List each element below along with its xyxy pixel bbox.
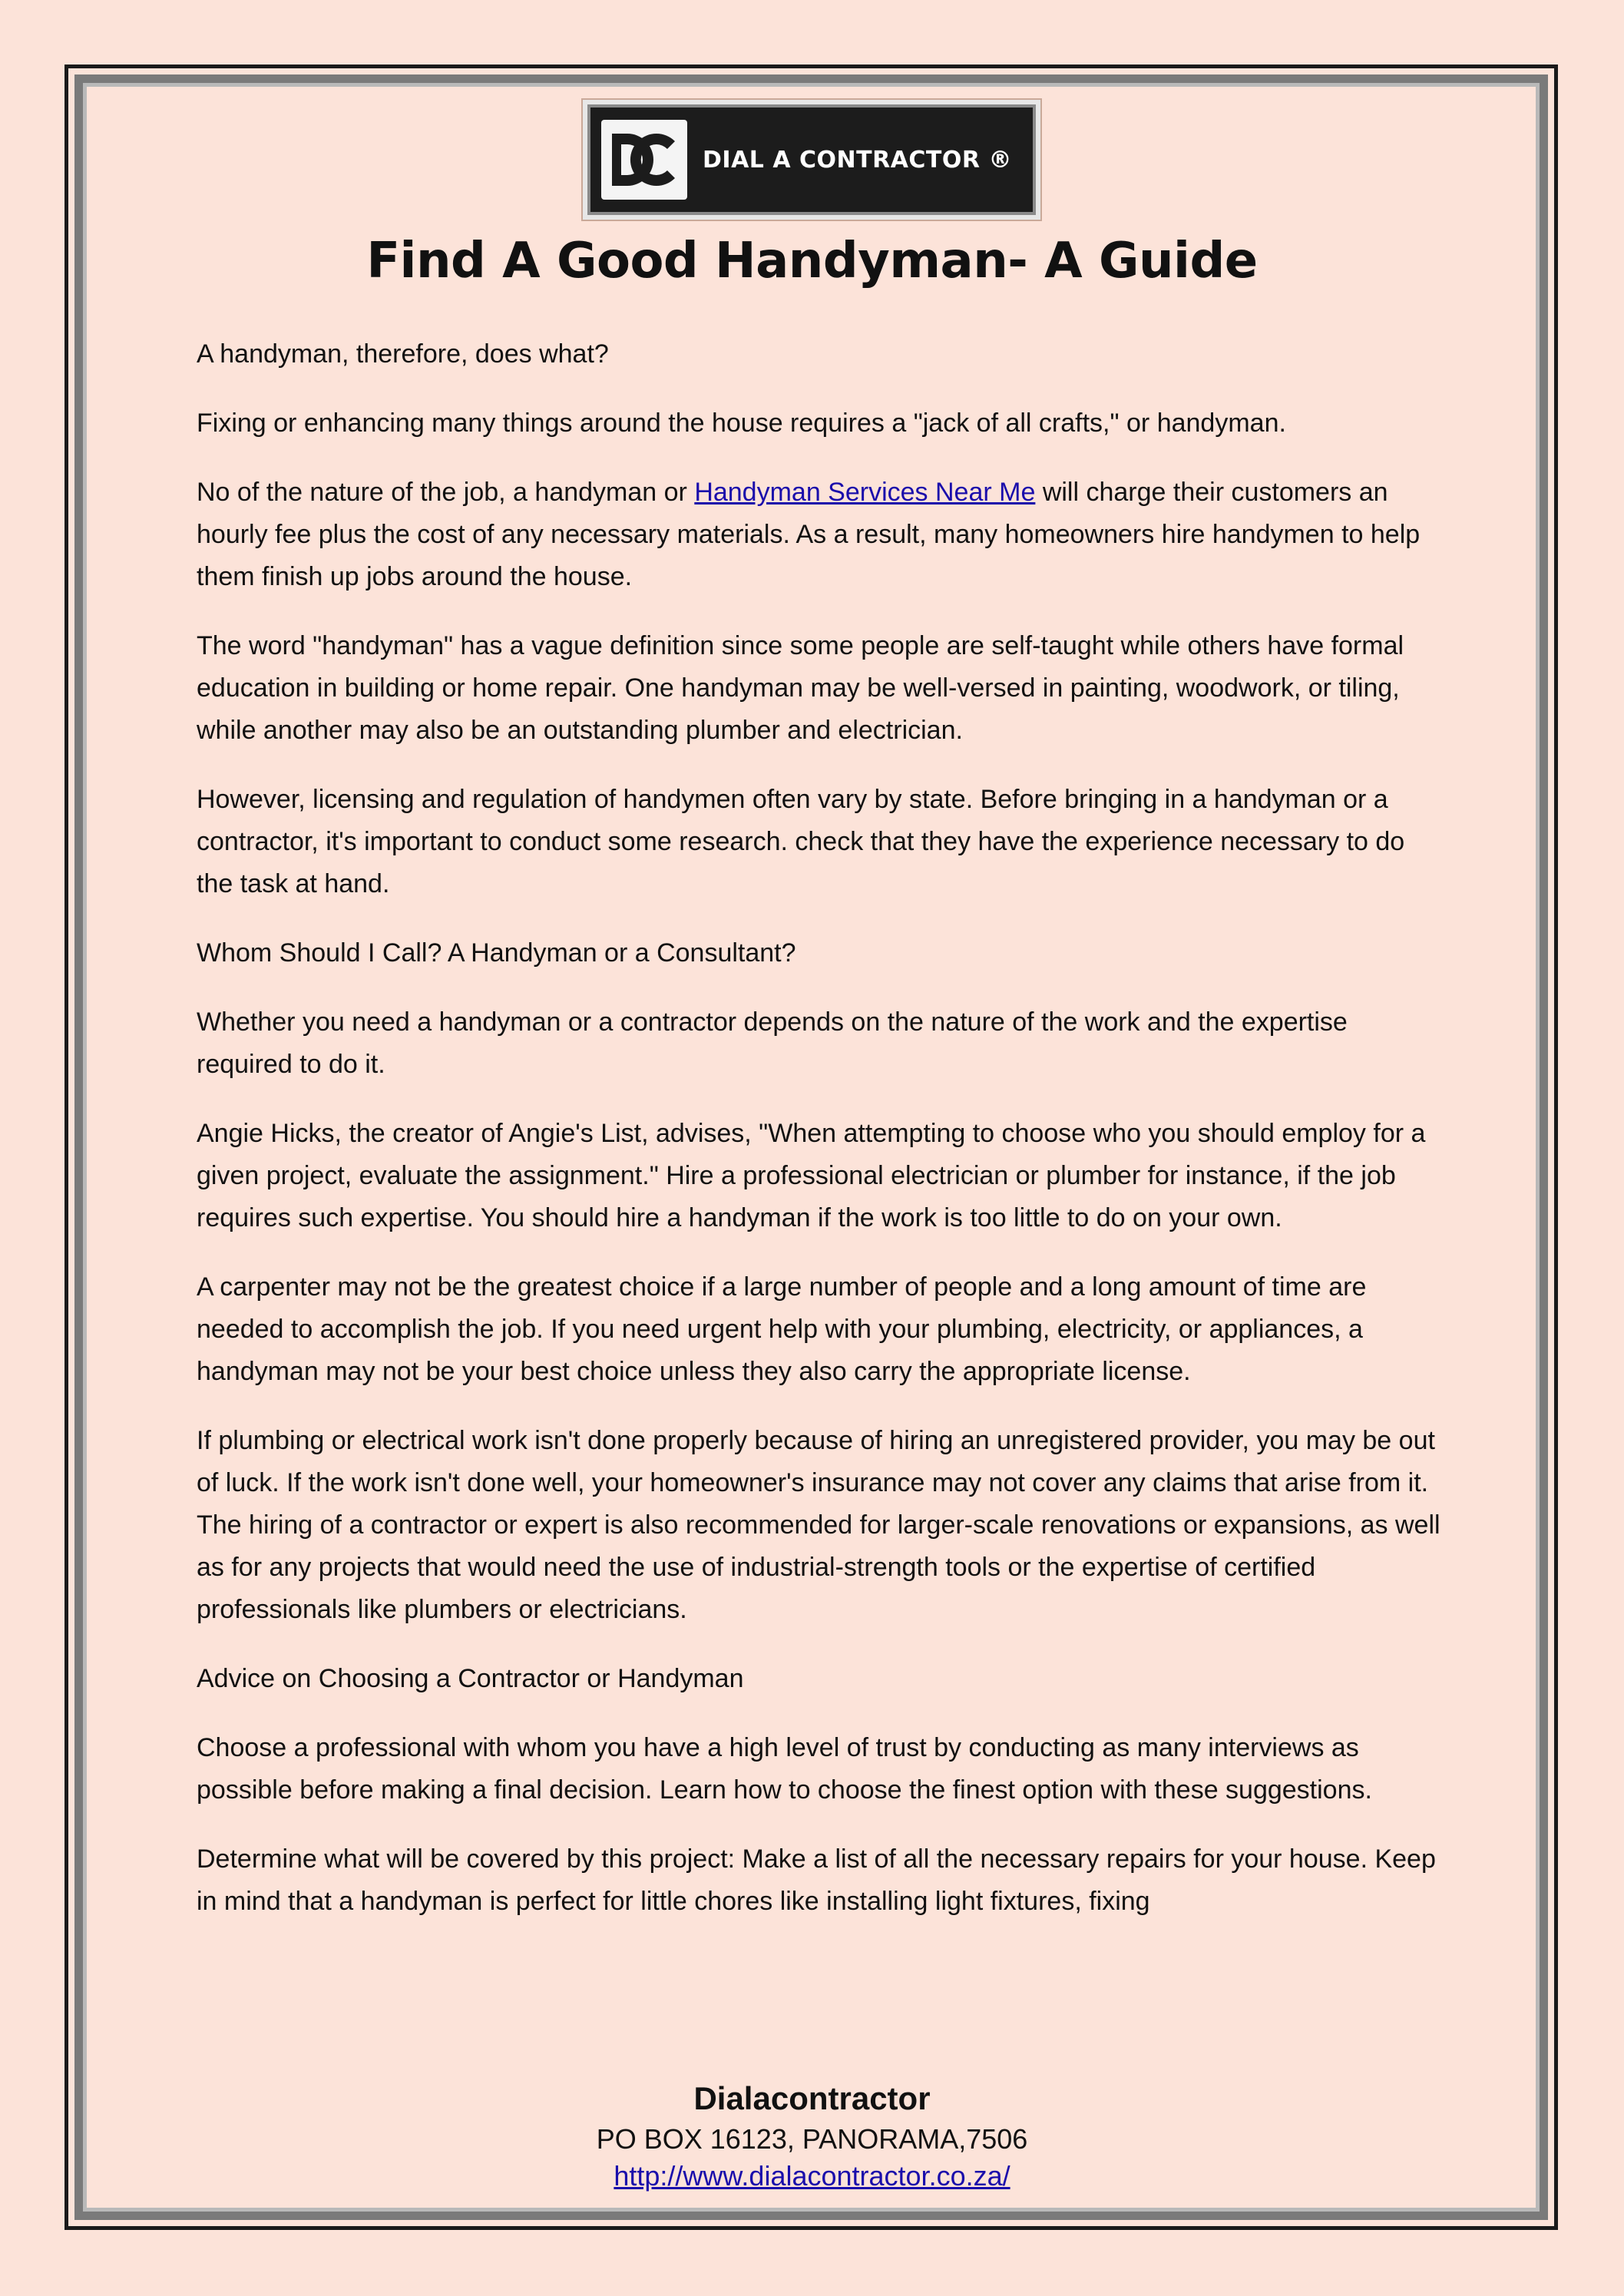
dc-monogram-icon [607, 129, 681, 190]
paragraph [197, 471, 1440, 598]
article-body [197, 333, 1440, 1950]
logo-panel [587, 104, 1036, 215]
paragraph: Angie Hicks, the creator of Angie's List, advises, "When attempting to choose who you should employ for a given project, evaluate the assignment." Hire a professional electrician or plumber for instance, if the job requires such expertise. You should hire a handyman if the work is too little to do on your own. [197, 1119, 1426, 1232]
page-title: Find A Good Handyman- A Guide [366, 233, 1258, 289]
paragraph-text: No of the nature of the job, a handyman or [197, 478, 695, 507]
company-logo [581, 98, 1042, 221]
paragraph: Determine what will be covered by this project: Make a list of all the necessary repairs for your house. Keep in mind that a handyman is perfect for little chores like installing light fixtures, fixing [197, 1844, 1436, 1916]
paragraph: Choose a professional with whom you have a high level of trust by conducting as many interviews as possible before making a final decision. Learn how to choose the finest option with these suggestions. [197, 1733, 1372, 1805]
paragraph-text: will charge their customers an hourly fee plus the cost of any necessary materials. As a result, many homeowners hire handymen to help them finish up jobs around the house. [197, 478, 1421, 591]
paragraph: Fixing or enhancing many things around the house requires a "jack of all crafts," or handyman. [197, 409, 1286, 438]
footer [0, 2077, 1624, 2194]
footer-address: PO BOX 16123, PANORAMA,7506 [596, 2123, 1028, 2155]
section-heading: Whom Should I Call? A Handyman or a Consultant? [197, 938, 796, 968]
logo-mark-icon [601, 120, 687, 200]
section-heading: Advice on Choosing a Contractor or Handyman [197, 1664, 744, 1693]
paragraph: However, licensing and regulation of handymen often vary by state. Before bringing in a handyman or a contractor, it's important to conduct some research. check that they have the experience necessary to do the task at hand. [197, 785, 1405, 898]
paragraph: If plumbing or electrical work isn't done properly because of hiring an unregistered provider, you may be out of luck. If the work isn't done well, your homeowner's insurance may not cover any claims that arise from it. The hiring of a contractor or expert is also recommended for larger-scale renovations or expansions, as well as for any projects that would need the use of industrial-strength tools or the expertise of certified professionals like plumbers or electricians. [197, 1426, 1440, 1624]
paragraph: A handyman, therefore, does what? [197, 339, 609, 369]
paragraph: A carpenter may not be the greatest choice if a large number of people and a long amount of time are needed to accomplish the job. If you need urgent help with your plumbing, electricity, or appliances, a handyman may not be your best choice unless they also carry the appropriate license. [197, 1272, 1367, 1386]
paragraph: The word "handyman" has a vague definition since some people are self-taught while others have formal education in building or home repair. One handyman may be well-versed in painting, woodwork, or tiling, while another may also be an outstanding plumber and electrician. [197, 631, 1404, 745]
handyman-services-link[interactable]: Handyman Services Near Me [694, 478, 1036, 507]
footer-company-name: Dialacontractor [693, 2080, 931, 2116]
logo-text: DIAL A CONTRACTOR ® [703, 146, 1012, 174]
footer-website-link[interactable]: http://www.dialacontractor.co.za/ [614, 2160, 1010, 2192]
paragraph: Whether you need a handyman or a contractor depends on the nature of the work and the expertise required to do it. [197, 1007, 1348, 1079]
